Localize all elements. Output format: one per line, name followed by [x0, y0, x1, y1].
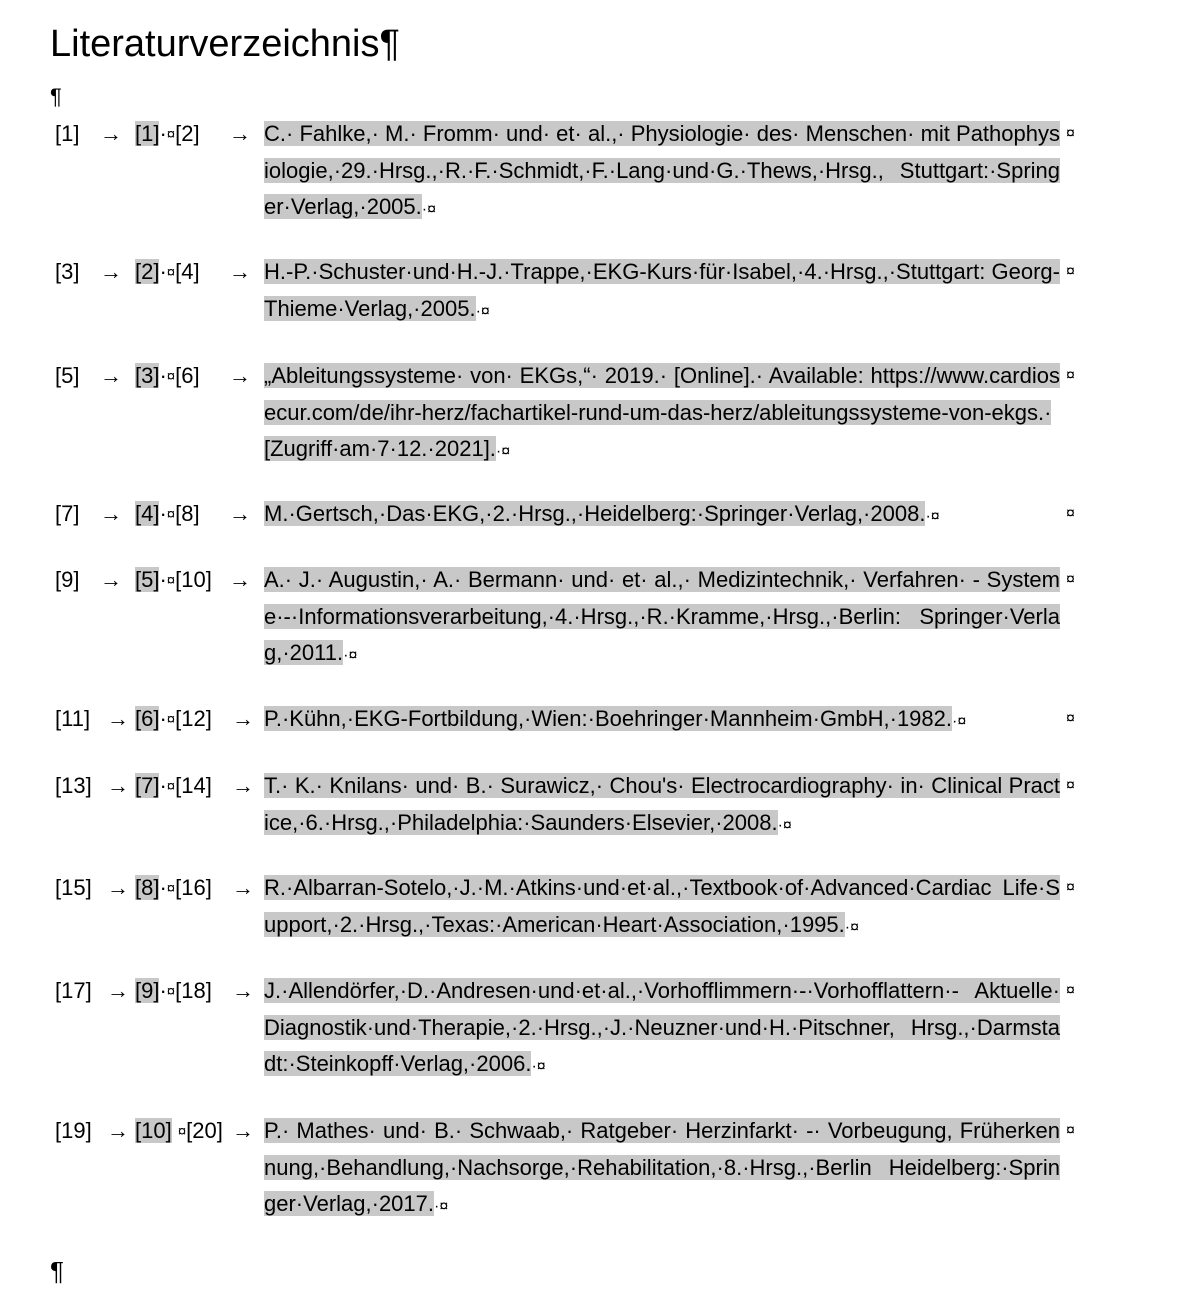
citation-field: [2]·¤[4] [135, 259, 200, 284]
field-mark-icon: ¤ [166, 572, 176, 589]
row-end-mark-icon: ¤ [1066, 125, 1075, 142]
field-mark-icon: ¤ [166, 711, 176, 728]
tab-arrow-icon: → [229, 259, 251, 284]
cell-end-mark-icon: ·¤ [495, 443, 511, 461]
title-paragraph-mark: ¶ [379, 23, 400, 65]
reference-text [264, 116, 1060, 229]
citation-number: [4] [135, 501, 160, 526]
citation-tail: [2] [175, 121, 200, 146]
reference-text-highlight: „Ableitungssysteme· von· EKGs,“· 2019.· [Online].· Available: https://www.cardiosecur.com/de/ihr-herz/fachartikel-rund-um-das-herz/ableitungssysteme-von-ekgs.·[Zugriff·am·7·12.·2021]. [264, 363, 1060, 462]
citation-tail: [4] [175, 259, 200, 284]
citation-number: [7] [135, 773, 160, 798]
tab-arrow-icon: → [107, 706, 129, 731]
tab-arrow-icon: → [229, 363, 251, 388]
tab-arrow-icon: → [100, 567, 122, 592]
reference-number: [11] [55, 706, 91, 731]
cell-end-mark-icon: ·¤ [925, 508, 940, 525]
reference-text-highlight: P.· Mathes· und· B.· Schwaab,· Ratgeber· Herzinfarkt· -· Vorbeugung, Früherkennung,·Behandlung,·Nachsorge,·Rehabilitation,·8.·Hrsg.,·Berlin Heidelberg:·Springer·Verlag,·2017. [264, 1118, 1060, 1217]
cell-end-mark-glyph: ¤ [930, 508, 940, 525]
tab-arrow-icon: → [232, 978, 254, 1003]
empty-paragraph-mark: ¶ [50, 84, 62, 109]
citation-field: [6]·¤[12] [135, 706, 212, 731]
tab-arrow-icon: → [232, 773, 254, 798]
row-end-mark-icon: ¤ [1066, 710, 1075, 727]
tab-arrow-icon: → [232, 875, 254, 900]
cell-end-mark-icon: ·¤ [777, 816, 792, 834]
citation-number: [2] [135, 259, 160, 284]
reference-text [264, 562, 1060, 675]
reference-number: [7] [55, 501, 80, 526]
reference-number: [15] [55, 875, 92, 900]
cell-end-mark-glyph: ¤ [427, 201, 436, 219]
cell-end-mark-icon: ·¤ [475, 302, 490, 320]
tab-arrow-icon: → [107, 978, 129, 1003]
reference-text-highlight: M.·Gertsch,·Das·EKG,·2.·Hrsg.,·Heidelberg:·Springer·Verlag,·2008. [264, 501, 926, 526]
reference-text [264, 701, 1060, 741]
reference-text-highlight: T.· K.· Knilans· und· B.· Surawicz,· Chou's· Electrocardiography· in· Clinical Practice,·6.·Hrsg.,·Philadelphia:·Saunders·Elsevier,·2008. [264, 773, 1060, 835]
citation-tail: [6] [175, 363, 200, 388]
citation-field: [3]·¤[6] [135, 363, 200, 388]
cell-end-mark-glyph: ¤ [480, 302, 490, 320]
citation-number: [5] [135, 567, 160, 592]
cell-end-mark-glyph: ¤ [782, 816, 792, 834]
reference-text-highlight: H.-P.·Schuster·und·H.-J.·Trappe,·EKG-Kurs·für·Isabel,·4.·Hrsg.,·Stuttgart: Georg-Thieme·Verlag,·2005. [264, 259, 1060, 321]
citation-tail: [14] [175, 773, 212, 798]
reference-text [264, 973, 1060, 1086]
reference-number: [1] [55, 121, 80, 146]
row-end-mark-icon: ¤ [1066, 982, 1075, 999]
citation-field: [1]·¤[2] [135, 121, 200, 146]
reference-number: [9] [55, 567, 80, 592]
tab-arrow-icon: → [107, 1118, 129, 1143]
tab-arrow-icon: → [229, 501, 251, 526]
reference-number: [17] [55, 978, 92, 1003]
reference-number: [19] [55, 1118, 92, 1143]
tab-arrow-icon: → [232, 706, 254, 731]
tab-arrow-icon: → [100, 363, 122, 388]
field-mark-icon: ¤ [166, 368, 176, 385]
cell-end-mark-glyph: ¤ [501, 443, 511, 461]
citation-field: [5]·¤[10] [135, 567, 212, 592]
row-end-mark-icon: ¤ [1066, 505, 1075, 522]
row-end-mark-icon: ¤ [1066, 1122, 1075, 1139]
citation-tail: [20] [186, 1118, 223, 1143]
reference-text [264, 768, 1060, 844]
field-mark-icon: ¤ [166, 126, 176, 143]
cell-end-mark-icon: ·¤ [421, 201, 436, 219]
tab-arrow-icon: → [229, 121, 251, 146]
citation-tail: [18] [175, 978, 212, 1003]
cell-end-mark-icon: ·¤ [343, 647, 358, 665]
citation-number: [10] [135, 1118, 172, 1143]
reference-number: [3] [55, 259, 80, 284]
reference-number: [5] [55, 363, 80, 388]
citation-number: [9] [135, 978, 160, 1003]
tab-arrow-icon: → [232, 1118, 254, 1143]
citation-number: [8] [135, 875, 160, 900]
field-mark-icon: ¤ [166, 778, 176, 795]
citation-tail: [12] [175, 706, 212, 731]
field-mark-icon: ¤ [166, 983, 176, 1000]
cell-end-mark-glyph: ¤ [850, 918, 859, 936]
cell-end-mark-icon: ·¤ [844, 918, 859, 936]
reference-number: [13] [55, 773, 92, 798]
reference-text [264, 1113, 1060, 1226]
reference-text-highlight: J.·Allendörfer,·D.·Andresen·und·et·al.,·Vorhofflimmern·-·Vorhofflattern·- Aktuelle·Diagnostik·und·Therapie,·2.·Hrsg.,·J.·Neuzner·und·H.·Pitschner, Hrsg.,·Darmstadt:·Steinkopff·Verlag,·2006. [264, 978, 1060, 1077]
row-end-mark-icon: ¤ [1066, 777, 1075, 794]
cell-end-mark-icon: ·¤ [952, 713, 967, 730]
page-title [50, 20, 400, 68]
cell-end-mark-glyph: ¤ [536, 1058, 546, 1076]
tab-arrow-icon: → [100, 259, 122, 284]
field-mark-icon: ¤ [177, 1123, 187, 1140]
citation-field: [4]·¤[8] [135, 501, 200, 526]
row-end-mark-icon: ¤ [1066, 571, 1075, 588]
cell-end-mark-glyph: ¤ [439, 1198, 449, 1216]
reference-text [264, 870, 1060, 946]
tab-arrow-icon: → [100, 501, 122, 526]
cell-end-mark-glyph: ¤ [957, 713, 967, 730]
tab-arrow-icon: → [107, 875, 129, 900]
reference-text [264, 254, 1060, 330]
row-end-mark-icon: ¤ [1066, 263, 1075, 280]
citation-tail: [16] [175, 875, 212, 900]
reference-text [264, 496, 1060, 536]
row-end-mark-icon: ¤ [1066, 879, 1075, 896]
cell-end-mark-glyph: ¤ [348, 647, 358, 665]
citation-field: [7]·¤[14] [135, 773, 212, 798]
tab-arrow-icon: → [100, 121, 122, 146]
cell-end-mark-icon: ·¤ [434, 1198, 449, 1216]
citation-field [135, 1113, 223, 1151]
citation-tail: [10] [175, 567, 212, 592]
field-mark-icon: ¤ [166, 506, 176, 523]
row-end-mark-icon: ¤ [1066, 367, 1075, 384]
citation-field: [9]·¤[18] [135, 978, 212, 1003]
reference-text-highlight: C.· Fahlke,· M.· Fromm· und· et· al.,· Physiologie· des· Menschen· mit Pathophysiologie,·29.·Hrsg.,·R.·F.·Schmidt,·F.·Lang·und·G.·Thews,·Hrsg., Stuttgart:·Springer·Verlag,·2005. [264, 121, 1060, 220]
citation-number: [3] [135, 363, 160, 388]
citation-number: [1] [135, 121, 160, 146]
title-text: Literaturverzeichnis [50, 23, 380, 65]
final-paragraph-mark: ¶ [50, 1256, 64, 1286]
tab-arrow-icon: → [107, 773, 129, 798]
field-mark-icon: ¤ [166, 880, 176, 897]
reference-text-highlight: P.·Kühn,·EKG-Fortbildung,·Wien:·Boehringer·Mannheim·GmbH,·1982. [264, 706, 952, 731]
citation-number: [6] [135, 706, 160, 731]
field-mark-icon: ¤ [166, 264, 176, 281]
cell-end-mark-icon: ·¤ [531, 1058, 546, 1076]
citation-field: [8]·¤[16] [135, 875, 212, 900]
reference-text-highlight: R.·Albarran-Sotelo,·J.·M.·Atkins·und·et·al.,·Textbook·of·Advanced·Cardiac Life·Support,·2.·Hrsg.,·Texas:·American·Heart·Association,·1995. [264, 875, 1060, 937]
reference-text-highlight: A.· J.· Augustin,· A.· Bermann· und· et· al.,· Medizintechnik,· Verfahren· - Systeme·-·Informationsverarbeitung,·4.·Hrsg.,·R.·Kramme,·Hrsg.,·Berlin: Springer·Verlag,·2011. [264, 567, 1060, 666]
reference-text [264, 358, 1060, 471]
citation-tail: [8] [175, 501, 200, 526]
tab-arrow-icon: → [229, 567, 251, 592]
